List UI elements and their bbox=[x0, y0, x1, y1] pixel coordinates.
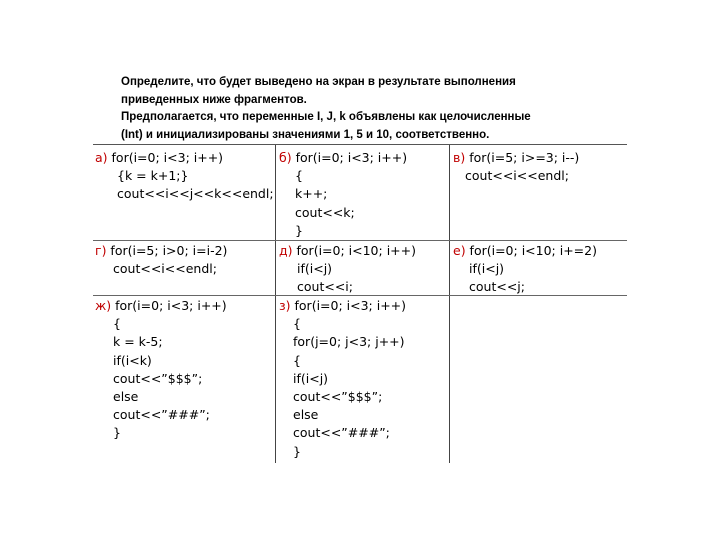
fragment-a bbox=[95, 149, 274, 204]
fragment-v bbox=[453, 149, 579, 185]
code-line: cout<<j; bbox=[469, 279, 525, 295]
fragment-z bbox=[279, 297, 406, 461]
code-line: if(i<k) bbox=[113, 352, 152, 368]
fragment-b bbox=[279, 149, 407, 240]
fragments-table bbox=[93, 144, 627, 463]
code-line: cout<<”###”; bbox=[293, 425, 390, 441]
fragment-head: for(i=0; i<10; i++) bbox=[292, 243, 416, 258]
row-divider bbox=[93, 240, 627, 241]
code-line: { bbox=[295, 168, 303, 184]
fragment-head: for(i=5; i>=3; i--) bbox=[465, 150, 580, 165]
fragment-label: е) bbox=[453, 243, 466, 258]
code-line: } bbox=[113, 425, 121, 441]
code-line: cout<<i<<endl; bbox=[113, 261, 217, 277]
fragment-label: з) bbox=[279, 298, 291, 313]
fragment-head: for(i=0; i<3; i++) bbox=[290, 298, 407, 313]
task-line: (Int) и инициализированы значениями 1, 5 и 10, соответственно. bbox=[121, 128, 490, 141]
fragment-label: а) bbox=[95, 150, 108, 165]
fragment-head: for(i=0; i<3; i++) bbox=[107, 150, 224, 165]
column-divider bbox=[449, 145, 450, 463]
fragment-label: г) bbox=[95, 243, 107, 258]
fragment-g bbox=[95, 242, 227, 278]
fragment-label: б) bbox=[279, 150, 292, 165]
task-statement bbox=[121, 74, 641, 144]
fragment-label: ж) bbox=[95, 298, 112, 313]
code-line: k = k-5; bbox=[113, 334, 163, 350]
code-line: k++; bbox=[295, 186, 328, 202]
code-line: } bbox=[295, 222, 303, 238]
code-line: cout<<i<<endl; bbox=[465, 168, 569, 184]
code-line: cout<<”$$$”; bbox=[293, 389, 383, 405]
code-line: cout<<i<<j<<k<<endl; bbox=[117, 186, 274, 202]
code-line: { bbox=[113, 316, 121, 332]
code-line: { bbox=[293, 352, 301, 368]
fragment-head: for(i=5; i>0; i=i-2) bbox=[106, 243, 228, 258]
code-line: cout<<”###”; bbox=[113, 407, 210, 423]
code-line: else bbox=[113, 389, 139, 405]
code-line: if(i<j) bbox=[297, 261, 333, 277]
fragment-label: в) bbox=[453, 150, 466, 165]
code-line: cout<<”$$$”; bbox=[113, 370, 203, 386]
fragment-label: д) bbox=[279, 243, 293, 258]
task-line: Определите, что будет выведено на экран в результате выполнения bbox=[121, 76, 516, 88]
code-line: if(i<j) bbox=[469, 261, 505, 277]
code-line: cout<<k; bbox=[295, 204, 355, 220]
code-line: cout<<i; bbox=[297, 279, 353, 295]
fragment-zh bbox=[95, 297, 227, 443]
task-line: приведенных ниже фрагментов. bbox=[121, 93, 307, 106]
fragment-d bbox=[279, 242, 416, 297]
fragment-head: for(i=0; i<3; i++) bbox=[291, 150, 408, 165]
column-divider bbox=[275, 145, 276, 463]
fragment-e bbox=[453, 242, 597, 297]
fragment-head: for(i=0; i<3; i++) bbox=[111, 298, 227, 313]
task-line: Предполагается, что переменные I, J, k объявлены как целочисленные bbox=[121, 111, 531, 123]
code-line: else bbox=[293, 407, 319, 423]
fragment-head: for(i=0; i<10; i+=2) bbox=[465, 243, 597, 258]
code-line: if(i<j) bbox=[293, 370, 329, 386]
code-line: for(j=0; j<3; j++) bbox=[293, 334, 405, 350]
code-line: } bbox=[293, 443, 301, 459]
code-line: {k = k+1;} bbox=[117, 168, 189, 184]
code-line: { bbox=[293, 316, 301, 332]
